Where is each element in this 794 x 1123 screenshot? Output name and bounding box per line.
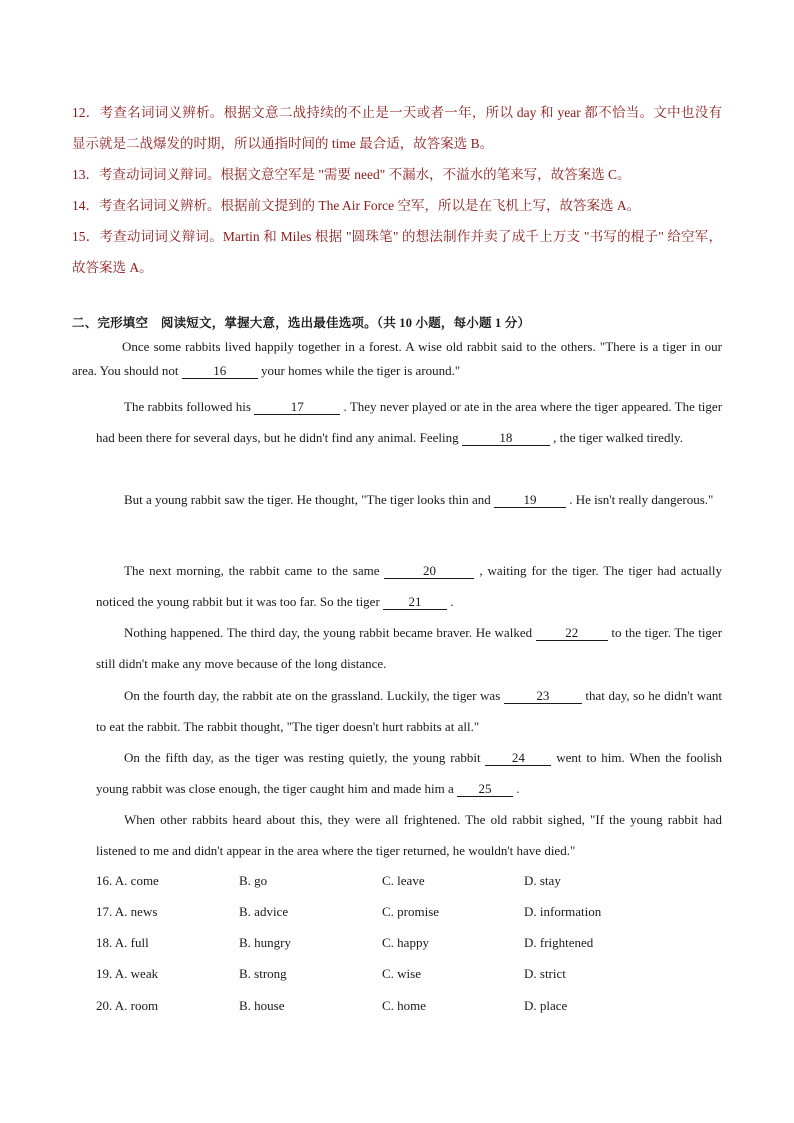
option-a: 16. A. come: [96, 873, 159, 888]
option-a: 17. A. news: [96, 904, 158, 919]
option-a: 19. A. weak: [96, 966, 159, 981]
blank-19: 19: [494, 493, 566, 508]
option-b: B. house: [239, 998, 285, 1013]
passage-paragraph-5: Nothing happened. The third day, the young rabbit became braver. He walked 22 to the tiger. The tiger still didn't make any move because of the long distance.: [96, 625, 723, 671]
passage-paragraph-6: On the fourth day, the rabbit ate on the grassland. Luckily, the tiger was 23 that day, so he didn't want to eat the rabbit. The rabbit thought, "The tiger doesn't hurt rabbits at all.": [96, 688, 723, 734]
option-b: B. strong: [239, 966, 287, 981]
option-b: B. advice: [239, 904, 289, 919]
passage-paragraph-1: Once some rabbits lived happily together in a forest. A wise old rabbit said to the others. "There is a tiger in our area. You should not 16 your homes while the tiger is around.": [72, 339, 722, 378]
passage-paragraph-3: But a young rabbit saw the tiger. He thought, "The tiger looks thin and 19 . He isn't really dangerous.": [124, 492, 714, 507]
explanation-15: 15．考查动词词义辩词。Martin 和 Miles 根据 "圆珠笔" 的想法制作并卖了成千上万支 "书写的棍子" 给空军，故答案选 A。: [72, 229, 722, 275]
blank-25: 25: [457, 782, 513, 797]
option-c: C. promise: [382, 904, 440, 919]
option-a: 18. A. full: [96, 935, 149, 950]
option-b: B. hungry: [239, 935, 291, 950]
passage-paragraph-4: The next morning, the rabbit came to the same 20 , waiting for the tiger. The tiger had actually noticed the young rabbit but it was too far. So the tiger 21 .: [96, 563, 723, 609]
option-d: D. place: [524, 998, 568, 1013]
option-c: C. wise: [382, 966, 421, 981]
option-d: D. information: [524, 904, 602, 919]
explanation-14: 14．考查名词词义辨析。根据前文提到的 The Air Force 空军，所以是在飞机上写，故答案选 A。: [72, 198, 641, 213]
section-title: 二、完形填空 阅读短文，掌握大意，选出最佳选项。（共 10 小题，每小题 1 分）: [72, 316, 531, 330]
blank-22: 22: [536, 626, 608, 641]
passage-paragraph-8: When other rabbits heard about this, they were all frightened. The old rabbit sighed, "If the young rabbit had listened to me and didn't appear in the area where the tiger returned, he wouldn't have died.": [96, 812, 722, 858]
option-c: C. leave: [382, 873, 425, 888]
blank-20: 20: [384, 564, 474, 579]
passage-paragraph-2: The rabbits followed his 17 . They never played or ate in the area where the tiger appeared. The tiger had been there for several days, but he didn't find any animal. Feeling 18 , the tiger walked tiredly.: [96, 399, 723, 445]
passage-paragraph-7: On the fifth day, as the tiger was resting quietly, the young rabbit 24 went to him. When the foolish young rabbit was close enough, the tiger caught him and made him a 25 .: [96, 750, 723, 796]
blank-21: 21: [383, 595, 447, 610]
option-d: D. frightened: [524, 935, 594, 950]
blank-23: 23: [504, 689, 582, 704]
explanation-12: 12．考查名词词义辨析。根据文意二战持续的不止是一天或者一年，所以 day 和 year 都不恰当。文中也没有显示就是二战爆发的时期，所以通指时间的 time 最合适，故答案选 B。: [72, 105, 722, 151]
blank-18: 18: [462, 431, 550, 446]
option-c: C. home: [382, 998, 427, 1013]
option-c: C. happy: [382, 935, 429, 950]
option-d: D. stay: [524, 873, 561, 888]
blank-16: 16: [182, 364, 258, 379]
option-d: D. strict: [524, 966, 566, 981]
option-a: 20. A. room: [96, 998, 159, 1013]
blank-17: 17: [254, 400, 340, 415]
blank-24: 24: [485, 751, 551, 766]
explanation-13: 13．考查动词词义辩词。根据文意空军是 "需要 need" 不漏水，不溢水的笔来写，故答案选 C。: [72, 167, 631, 182]
option-b: B. go: [239, 873, 268, 888]
